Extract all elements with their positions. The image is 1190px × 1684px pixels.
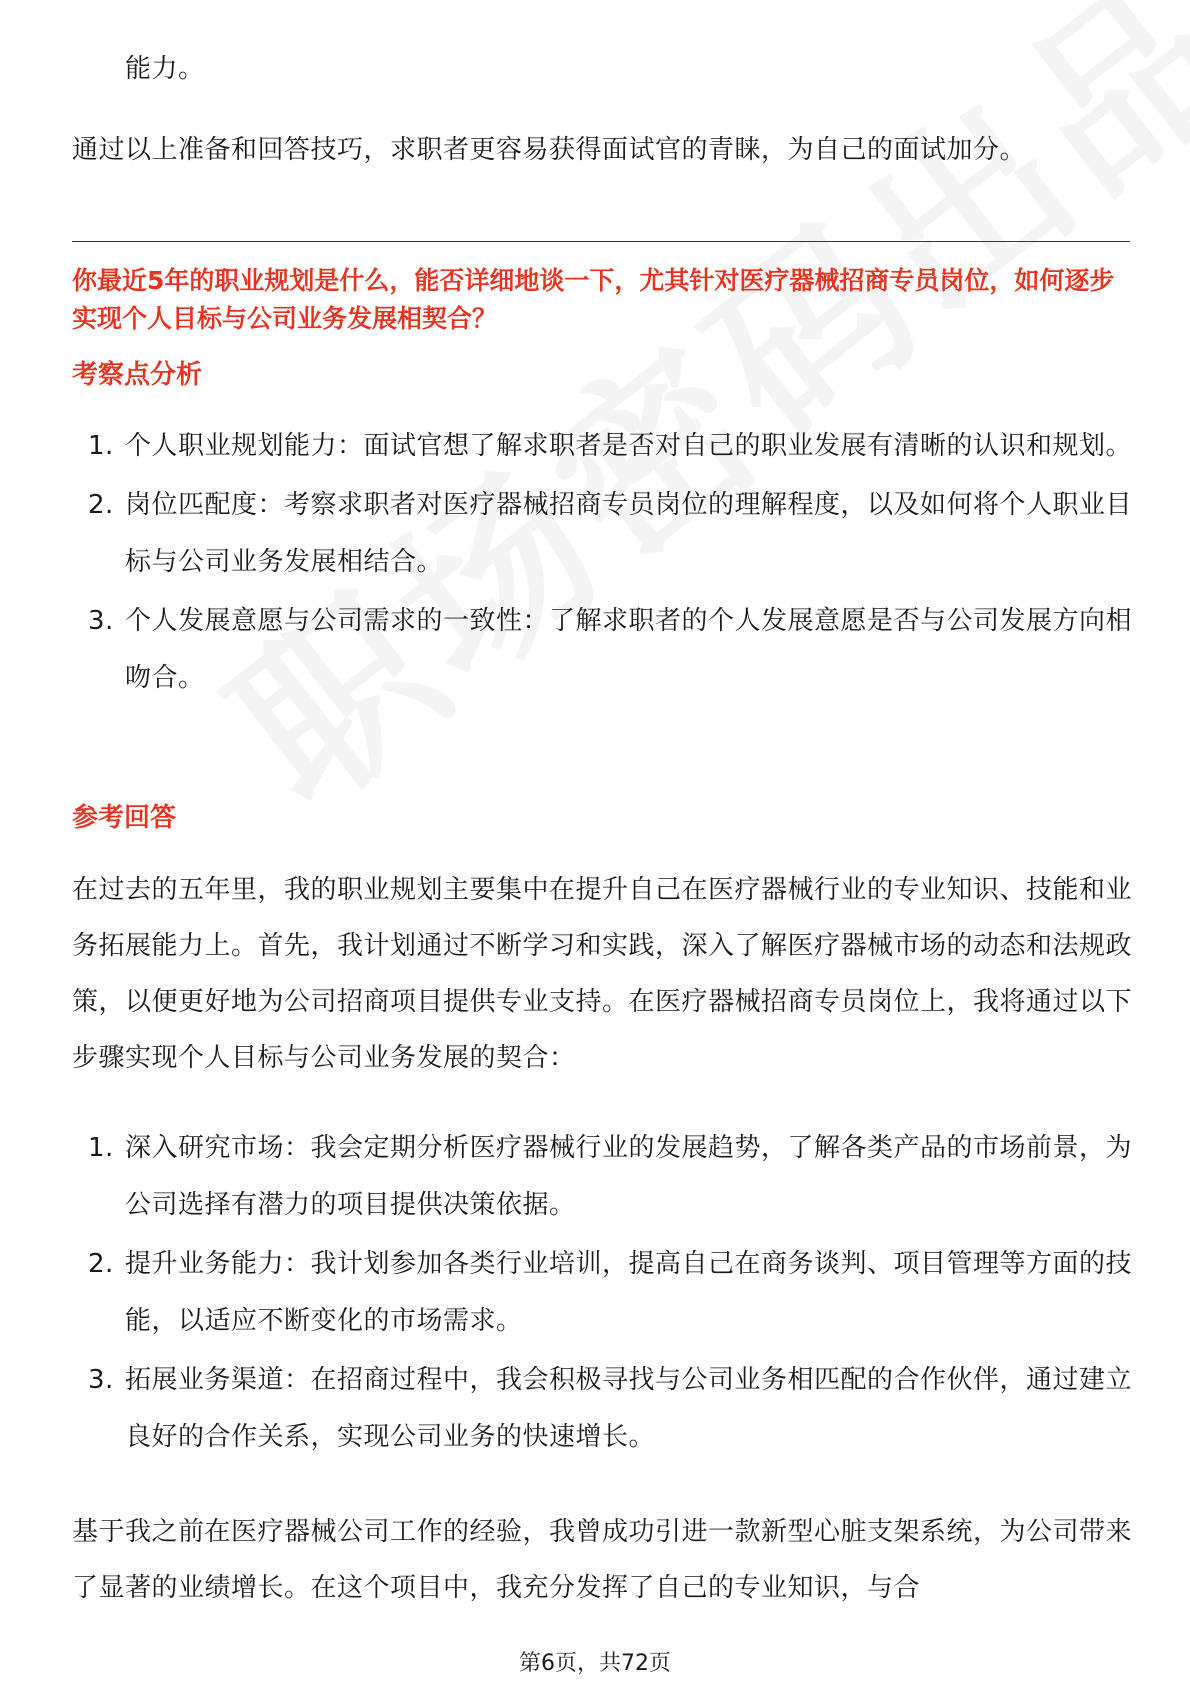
closing-paragraph: 基于我之前在医疗器械公司工作的经验，我曾成功引进一款新型心脏支架系统，为公司带来了显著的业绩增长。在这个项目中，我充分发挥了自己的专业知识，与合: [72, 1517, 1133, 1603]
analysis-list: [72, 418, 1134, 709]
list-number: 1.: [88, 1133, 114, 1163]
page-footer: 第6页，共72页: [519, 1651, 671, 1676]
list-item: [72, 418, 1134, 475]
analysis-title: 考察点分析: [72, 360, 203, 390]
list-number: 1.: [88, 431, 114, 461]
list-text: 个人发展意愿与公司需求的一致性：了解求职者的个人发展意愿是否与公司发展方向相吻合。: [125, 606, 1133, 693]
answer-title: 参考回答: [72, 803, 177, 833]
section-divider: [72, 241, 1130, 242]
list-item: [72, 1120, 1134, 1234]
list-item: [72, 1352, 1134, 1466]
list-number: 3.: [88, 606, 114, 636]
summary-paragraph: 通过以上准备和回答技巧，求职者更容易获得面试官的青睐，为自己的面试加分。: [72, 135, 1027, 165]
list-item: [72, 593, 1134, 707]
list-number: 3.: [88, 1365, 114, 1395]
list-item: [72, 1236, 1134, 1350]
continued-text: 能力。: [125, 54, 205, 84]
list-text: 深入研究市场：我会定期分析医疗器械行业的发展趋势，了解各类产品的市场前景，为公司选择有潜力的项目提供决策依据。: [125, 1133, 1133, 1220]
list-text: 个人职业规划能力：面试官想了解求职者是否对自己的职业发展有清晰的认识和规划。: [125, 431, 1133, 461]
answer-intro-paragraph: 在过去的五年里，我的职业规划主要集中在提升自己在医疗器械行业的专业知识、技能和业务拓展能力上。首先，我计划通过不断学习和实践，深入了解医疗器械市场的动态和法规政策，以便更好地为公司招商项目提供专业支持。在医疗器械招商专员岗位上，我将通过以下步骤实现个人目标与公司业务发展的契合：: [72, 875, 1133, 1073]
list-text: 拓展业务渠道：在招商过程中，我会积极寻找与公司业务相匹配的合作伙伴，通过建立良好的合作关系，实现公司业务的快速增长。: [125, 1365, 1133, 1452]
list-number: 2.: [88, 1249, 114, 1279]
answer-list: [72, 1120, 1134, 1468]
question-heading: 你最近5年的职业规划是什么，能否详细地谈一下，尤其针对医疗器械招商专员岗位，如何逐步实现个人目标与公司业务发展相契合？: [72, 266, 1115, 333]
list-item: [72, 477, 1134, 591]
list-text: 岗位匹配度：考察求职者对医疗器械招商专员岗位的理解程度，以及如何将个人职业目标与公司业务发展相结合。: [125, 490, 1133, 577]
list-text: 提升业务能力：我计划参加各类行业培训，提高自己在商务谈判、项目管理等方面的技能，以适应不断变化的市场需求。: [125, 1249, 1133, 1336]
list-number: 2.: [88, 490, 114, 520]
